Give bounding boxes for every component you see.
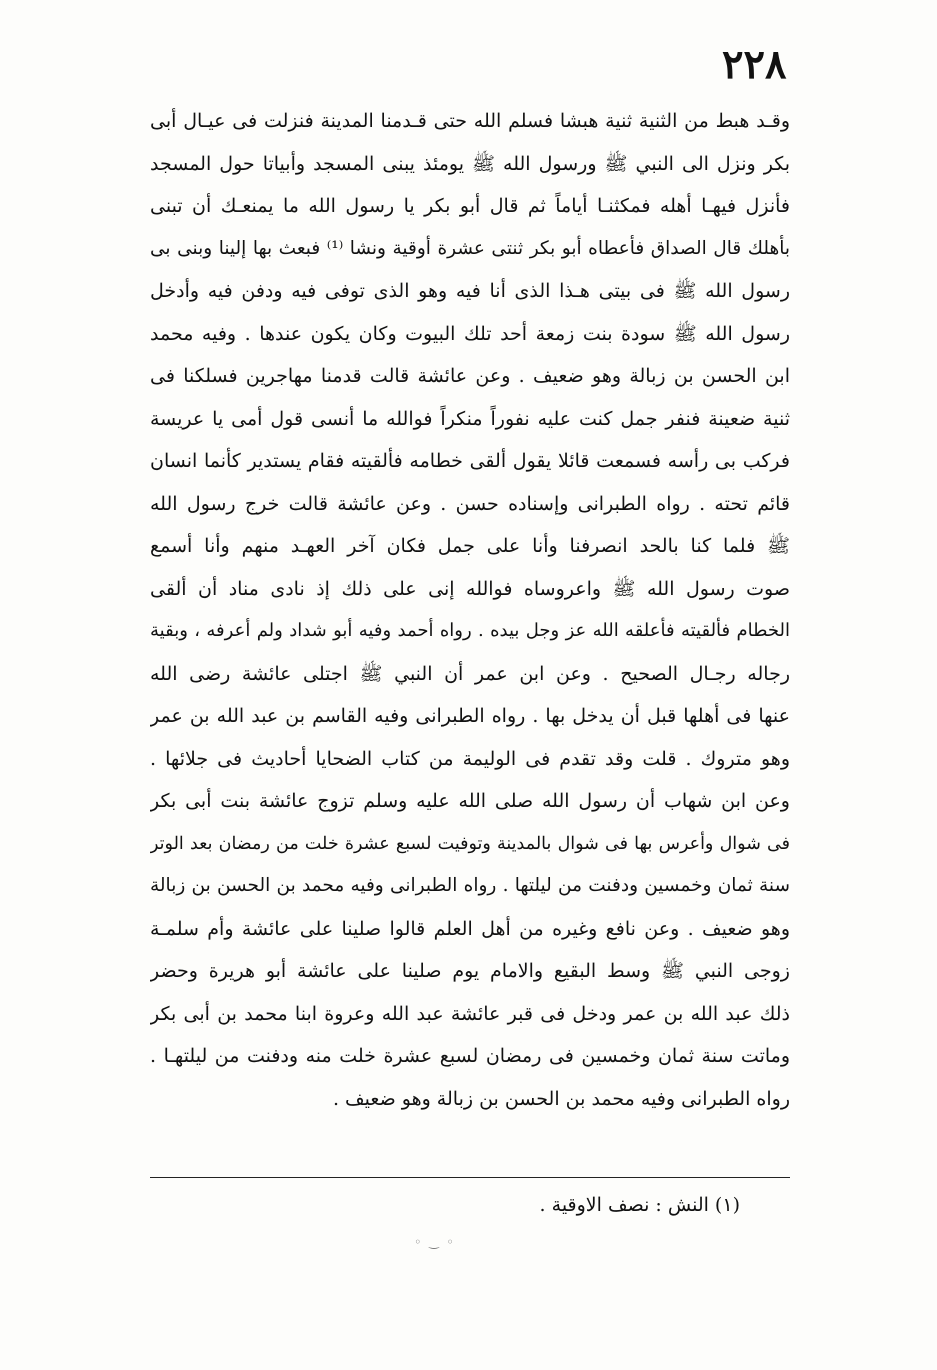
text-line: صوت رسول الله ﷺ واعروساه فوالله إنى على ذلك إذ نادى مناد أن ألقى (150, 577, 790, 600)
footnote: (١) النش : نصف الاوقية . (539, 1194, 740, 1216)
footnote-divider (150, 1177, 790, 1178)
text-line: وهو متروك . قلت وقد تقدم فى الوليمة من كتاب الضحايا أحاديث فى جلائها . (150, 747, 790, 770)
text-line: رواه الطبرانى وفيه محمد بن الحسن بن زبالة وهو ضعيف . (332, 1087, 790, 1110)
text-line: رجاله رجـال الصحيح . وعن ابن عمر أن النبي ﷺ اجتلى عائشة رضى الله (150, 662, 790, 685)
text-line: فركب بى رأسه فسمعت قائلا يقول ألقى خطامه فألقيته فقام يستدير كأنما انسان (150, 450, 790, 472)
text-line: رسول الله ﷺ سودة بنت زمعة أحد تلك البيوت وكان يكون عندها . وفيه محمد (150, 322, 790, 345)
text-line: وعن ابن شهاب أن رسول الله صلى الله عليه وسلم تزوج عائشة بنت أبى بكر (150, 790, 790, 812)
text-line: ذلك عبد الله بن عمر ودخل فى قبر عائشة عبد الله وعروة ابنا محمد بن أبى بكر (150, 1002, 790, 1025)
text-line: عنها فى أهلها قبل أن يدخل بها . رواه الطبرانى وفيه القاسم بن عبد الله بن عمر (150, 705, 790, 727)
text-line: وماتت سنة ثمان وخمسين فى رمضان لسبع عشرة خلت منه ودفنت من ليلتهـا . (150, 1045, 790, 1067)
text-line: سنة ثمان وخمسين ودفنت من ليلتها . رواه الطبرانى وفيه محمد بن الحسن بن زبالة (150, 875, 790, 896)
text-line: فى شوال وأعرس بها فى شوال بالمدينة وتوفيت لسبع عشرة خلت من رمضان بعد الوتر (150, 833, 790, 854)
text-line: ابن الحسن بن زبالة وهو ضعيف . وعن عائشة قالت قدمنا مهاجرين فسلكنا فى (150, 365, 790, 387)
text-line: بكر ونزل الى النبي ﷺ ورسول الله ﷺ يومئذ يبنى المسجد وأبياتا حول المسجد (150, 152, 790, 175)
text-line: قائم تحته . رواه الطبرانى وإسناده حسن . وعن عائشة قالت خرج رسول الله (150, 492, 790, 515)
text-line: فأنزل فيهـا أهله فمكثنـا أياماً ثم قال أبو بكر يا رسول الله ما يمنعـك أن تبنى (150, 195, 790, 217)
text-line: ثنية ضعينة فنفر جمل كنت عليه نفوراً منكراً فوالله ما أنسى قول أمى يا عريسة (150, 407, 790, 430)
text-line: بأهلك قال الصداق فأعطاه أبو بكر ثنتى عشرة أوقية ونشا ⁽¹⁾ فبعث بها إلينا وبنى بى (150, 237, 790, 259)
text-line: رسول الله ﷺ فى بيتى هـذا الذى أنا فيه وهو الذى توفى فيه ودفن فيه وأدخل (150, 280, 790, 302)
text-line: الخطام فألقيته فأعلقه الله عز وجل بيده . رواه أحمد وفيه أبو شداد ولم أعرفه ، وبقية (150, 620, 790, 641)
text-line: زوجى النبي ﷺ وسط البقيع والامام يوم صلينا على عائشة أبو هريرة وحضر (150, 960, 790, 982)
page-ornament: ◦ ‿ ◦ (414, 1235, 456, 1249)
page-number: ٢٢٨ (722, 41, 787, 88)
text-line: وهو ضعيف . وعن نافع وغيره من أهل العلم قالوا صلينا على عائشة وأم سلمـة (150, 917, 790, 940)
main-text-block (150, 100, 790, 1120)
text-line: وقـد هبط من الثنية ثنية هبشا فسلم الله حتى قـدمنا المدينة فنزلت فى عيـال أبى (150, 110, 790, 132)
text-line: ﷺ فلما كنا بالحد انصرفنا وأنا على جمل فكان آخر العهـد منهم وأنا أسمع (150, 535, 790, 557)
